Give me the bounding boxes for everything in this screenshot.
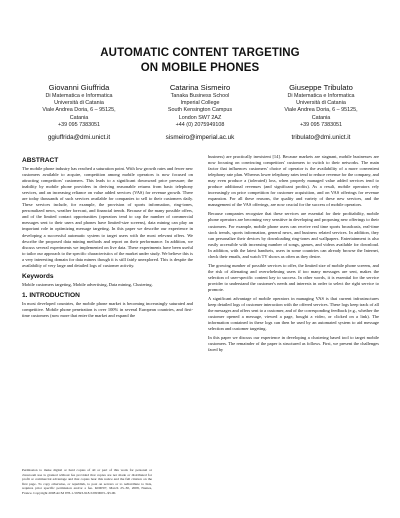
author-affiliation: South Kensington Campus [167, 107, 233, 114]
author-affiliation: Catania [311, 114, 331, 121]
abstract-heading: ABSTRACT [22, 157, 59, 164]
author-block [20, 83, 380, 142]
author-1 [20, 83, 138, 142]
author-affiliation: Università di Catania [54, 100, 104, 107]
keywords-heading: Keywords [22, 272, 54, 280]
author-name: Giovanni Giuffrida [48, 83, 110, 92]
title-line-2: ON MOBILE PHONES [140, 62, 260, 74]
author-2 [141, 83, 259, 142]
body-paragraph: A significant advantage of mobile operators in managing VAS is that current infrastructures keep detailed logs of customer interaction with the offered services. These logs keep track of all the messages and offers sent to a customer, and of the corresponding feedback (e.g., whether the customer opened a message, viewed a page, bought a video, or clicked on a link). The information contained in these logs can then be used by an automated system to aid message selection and customer targeting. [208, 296, 379, 332]
introduction-text: In most developed countries, the mobile phone market is becoming increasingly saturated and competitive. Mobile phone penetration is over 100% in several European countries, and first-time customers (now more that enter the market and expand the [22, 300, 193, 318]
author-affiliation: Catania [69, 114, 89, 121]
title-line-1: AUTOMATIC CONTENT TARGETING [100, 47, 300, 59]
author-phone: +39 095 7383051 [57, 121, 101, 128]
author-affiliation: London SW7 2AZ [178, 114, 222, 121]
author-email[interactable]: tribulato@dmi.unict.it [291, 134, 351, 142]
body-paragraph: Because companies recognize that these services are essential for their profitability, mobile phone operators are becoming very sensitive in developing and proposing new offerings to their customers. For example, mobile phone users can receive real time sports broadcasts, real-time stock trends, sports information, general news, and business related services. In addition, they can personalize their devices by downloading ring-tones and wallpapers. Entertainment is also easily accessible with increasing number of songs, games, and videos available for download. In addition, with the latest handsets, users in some countries can already browse the Internet, check their emails, and watch TV shows as often as they desire. [208, 211, 379, 259]
body-paragraph: In this paper we discuss our experience in developing a clustering based tool to target mobile customers. The remainder of the paper is structured as follows. First, we present the challenges faced by [208, 335, 379, 353]
author-phone: +44 (0) 2075949108 [175, 121, 225, 128]
author-affiliation: Imperial College [180, 100, 220, 107]
right-column [208, 154, 379, 356]
author-3 [262, 83, 380, 142]
author-affiliation: Di Matematica e Informatica [45, 93, 113, 99]
abstract-text: The mobile phone industry has reached a saturation point. With low growth rates and fewer new customers available to acquire, competition among mobile operators is now focused on attracting competitors' customers. This leads to a significant downward price pressure; the inability by mobile phone providers in deriving reasonable returns from basic telephony services, and an increasing reliance on value added services (VAS) for revenue growth. There are today thousands of such services available for companies to sell to their customers daily. These services include, for example, the provision of sports information, ring-tones, personalized news, weather forecast, and financial trends. Because of the many possible offers, and of the limited contact opportunities (operators tend to cap the number of commercial messages sent to their users and phones have limited-size screens), data mining can play an important role in optimizing message targeting. In this paper we describe our experience in developing a successful automatic system to target users with the most relevant offers. We describe the proposed data mining methods and report on their performance. In addition, we discuss several experiments we implemented on live data. These experiments have been useful to tailor our approach to the specific characteristics of the market under study. We believe this is a very interesting domain for data miners though it is still fairly unexplored. This is despite the availability of very large and detailed logs of customer activity. [22, 166, 193, 268]
author-name: Catarina Sismeiro [169, 83, 231, 92]
author-affiliation: Viale Andrea Doria, 6 – 95125, [42, 107, 116, 114]
keywords-text: Mobile customers targeting, Mobile advertising, Data mining, Clustering. [22, 281, 153, 287]
copyright-footnote: Permission to make digital or hard copies of all or part of this work for personal or classroom use is granted without fee provided that copies are not made or distributed for profit or commercial advantage and that copies bear this notice and the full citation on the first page. To copy otherwise, or republish, to post on servers or to redistribute to lists, requires prior specific permission and/or a fee. KDD'07, March 25–30, 2008, Nantes, France. Copyright 2008 ACM 978-1-59593-918-5/08/0003...$5.00. [22, 468, 152, 495]
body-paragraph: business) are practically inexistent [14]. Because markets are stagnant, mobile businesses are now focusing on convincing competitors' customers to switch to their networks. The main factor that influences customers' choice of operator is the availability of a more convenient telephony rate plan. Whereas lower telephony rates tend to reduce revenue for the company, and may even produce a (tolerated) loss, when properly managed value added services tend to produce additional revenues (and significant profits). As a result, mobile operators rely increasingly on price competition for customer acquisition, and on VAS offerings for revenue expansion. For all these reasons, the quality and variety of these new services, and the management of the VAS offerings, are now crucial for the success of mobile operators. [208, 154, 379, 208]
introduction-heading: 1. INTRODUCTION [22, 291, 80, 299]
paper-title [0, 46, 400, 76]
author-affiliation: Viale Andrea Doria, 6 – 95125, [284, 107, 358, 114]
author-name: Giuseppe Tribulato [289, 83, 353, 92]
author-email[interactable]: ggiuffrida@dmi.unict.it [47, 134, 111, 142]
author-email[interactable]: sismeiro@imperial.ac.uk [165, 134, 235, 142]
author-phone: +39 095 7383051 [299, 121, 343, 128]
author-affiliation: Di Matematica e Informatica [287, 93, 355, 99]
author-affiliation: Università di Catania [296, 100, 346, 107]
left-column [22, 156, 193, 322]
body-paragraph: The growing number of possible services to offer, the limited size of mobile phone screens, and the risk of alienating and overwhelming users if too many messages are sent, makes the selection of user-specific content key to success. In other words, it is essential for the service provider to understand the customer's needs and interests in order to select the right service to promote. [208, 262, 379, 292]
author-affiliation: Tanaka Business School [170, 93, 230, 99]
